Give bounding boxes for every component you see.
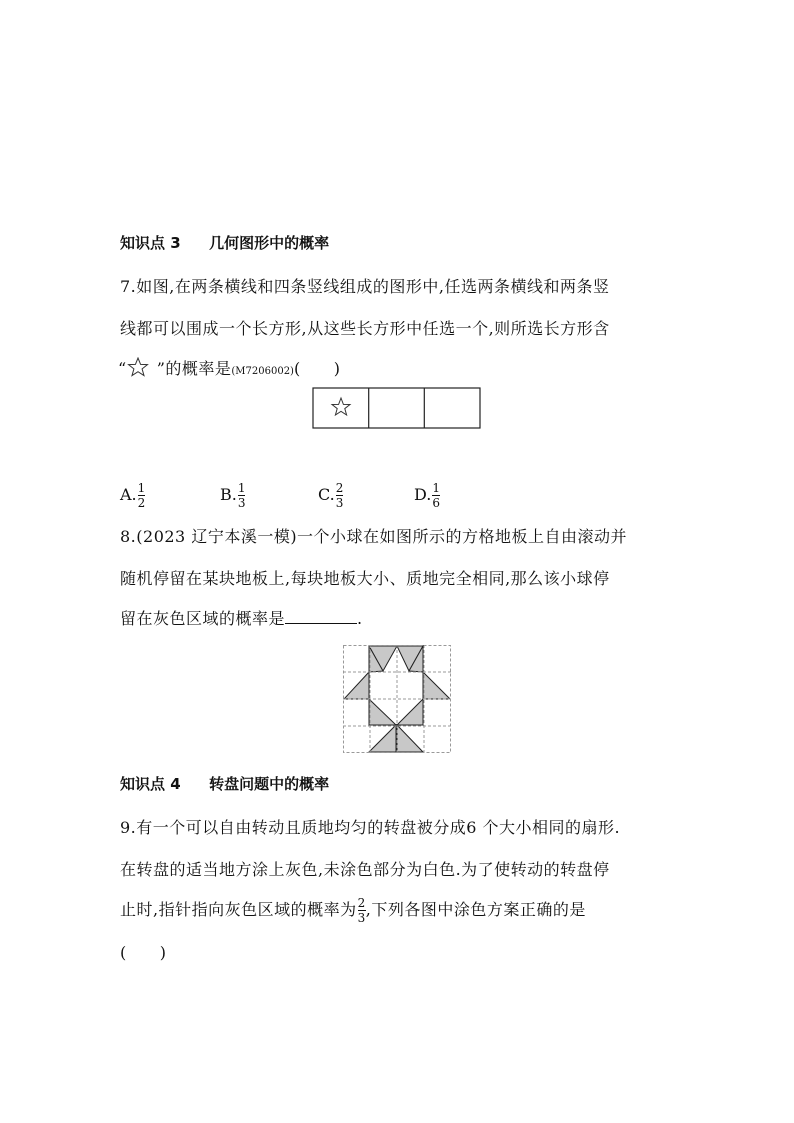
q8-grid-dashed-lines — [343, 645, 451, 753]
q8-line3-end: . — [357, 609, 363, 628]
q8-grid-figure — [343, 645, 451, 753]
q8-line3 — [120, 606, 363, 629]
q9-line3 — [120, 897, 586, 924]
q7-choice-a-label: A. — [120, 485, 137, 504]
q7-choice-a-fraction — [138, 482, 146, 509]
q8-gray-right-triangle — [423, 672, 450, 699]
q7-line2: 线都可以围成一个长方形,从这些长方形中任选一个,则所选长方形含 — [120, 319, 610, 338]
open-quote: “ — [118, 359, 127, 378]
q9-line3-text-b: ,下列各图中涂色方案正确的是 — [365, 900, 586, 919]
q7-choice-d-fraction — [432, 482, 440, 509]
q8-gray-center-right-triangle — [397, 699, 423, 725]
q9-line3-text-a: 止时,指针指向灰色区域的概率为 — [120, 900, 357, 919]
q7-choice-d-label: D. — [414, 485, 432, 504]
q7-choice-c-fraction — [336, 482, 344, 509]
section-3-title: 几何图形中的概率 — [209, 234, 330, 252]
q8-line3-text: 留在灰色区域的概率是 — [120, 609, 286, 628]
section-3-header — [120, 232, 329, 253]
q7-choice-c-label: C. — [318, 485, 335, 504]
q8-gray-left-triangle — [344, 672, 369, 699]
q7-line3 — [118, 356, 340, 379]
section-4-header — [120, 773, 329, 794]
q7-choice-b-label: B. — [220, 485, 237, 504]
q7-line3-text: ”的概率是 — [156, 359, 232, 378]
q9-fraction-num: 2 — [357, 896, 366, 910]
q7-choice-b-den: 3 — [237, 496, 246, 510]
q7-choice-b[interactable] — [220, 482, 245, 509]
q9-line1: 9.有一个可以自由转动且质地均匀的转盘被分成6 个大小相同的扇形. — [120, 818, 621, 837]
q7-choice-d-num: 1 — [432, 481, 440, 495]
q9-fraction — [358, 897, 366, 924]
q9-answer-paren: ( ) — [120, 943, 167, 962]
section-4-label: 知识点 4 — [120, 775, 181, 793]
q8-answer-blank[interactable] — [285, 609, 357, 624]
q7-choice-c-den: 3 — [335, 496, 344, 510]
q7-choice-d-den: 6 — [432, 496, 440, 510]
q7-code: (M7206002) — [231, 366, 294, 377]
q7-choice-b-num: 1 — [237, 481, 246, 495]
q7-figure-star-icon — [332, 398, 350, 415]
section-4-title: 转盘问题中的概率 — [209, 775, 330, 793]
q7-answer-paren: ( ) — [293, 359, 341, 378]
q7-choice-a-den: 2 — [137, 496, 146, 510]
star-icon — [127, 357, 149, 377]
q7-choice-d[interactable] — [414, 482, 440, 509]
q7-choice-a[interactable] — [120, 482, 145, 509]
q9-line2: 在转盘的适当地方涂上灰色,未涂色部分为白色.为了使转动的转盘停 — [120, 860, 610, 879]
section-3-label: 知识点 3 — [120, 234, 181, 252]
q8-gray-center-left-triangle — [369, 699, 396, 725]
q8-gray-bottom-left-triangle — [369, 725, 396, 752]
q8-gray-bottom-right-triangle — [397, 725, 423, 752]
q7-choice-c-num: 2 — [335, 481, 344, 495]
q7-choice-a-num: 1 — [137, 481, 146, 495]
q9-fraction-den: 3 — [357, 911, 366, 925]
q7-figure — [312, 387, 482, 429]
q7-choice-c[interactable] — [318, 482, 343, 509]
q7-line1: 7.如图,在两条横线和四条竖线组成的图形中,任选两条横线和两条竖 — [120, 277, 610, 296]
q8-line1: 8.(2023 辽宁本溪一模)一个小球在如图所示的方格地板上自由滚动并 — [120, 527, 628, 546]
q8-line2: 随机停留在某块地板上,每块地板大小、质地完全相同,那么该小球停 — [120, 569, 610, 588]
q7-choice-b-fraction — [238, 482, 246, 509]
